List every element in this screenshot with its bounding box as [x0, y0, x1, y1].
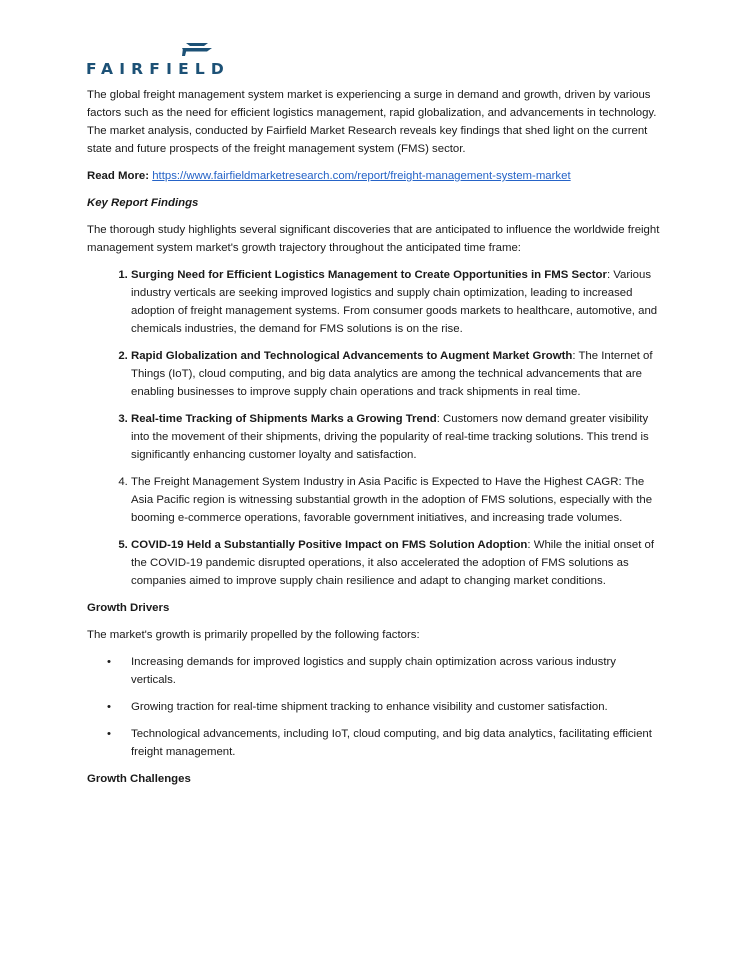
finding-body: : While the initial onset of the COVID-19 pandemic disrupted operations, it also accelerated the adoption of FMS solutions as companies aimed to improve supply chain resilience and adapt to changing market conditions.: [131, 539, 655, 587]
driver-text: Technological advancements, including IoT, cloud computing, and big data analytics, facilitating efficient freight management.: [131, 728, 652, 758]
finding-body: : The Internet of Things (IoT), cloud computing, and big data analytics are among the technical advancements that are enabling businesses to improve supply chain operations and track shipments in real time.: [131, 350, 653, 398]
key-findings-intro: The thorough study highlights several significant discoveries that are anticipated to influence the worldwide freight management system market's growth trajectory throughout the anticipated time frame:: [87, 224, 660, 254]
finding-item: [131, 266, 662, 338]
finding-body: : Customers now demand greater visibility into the movement of their shipments, driving the popularity of real-time tracking solutions. This trend is significantly enhancing customer loyalty and satisfaction.: [131, 413, 649, 461]
read-more: [87, 167, 662, 185]
logo-wing-icon: [86, 40, 278, 62]
growth-challenges-heading: Growth Challenges: [87, 773, 191, 785]
read-more-link[interactable]: https://www.fairfieldmarketresearch.com/report/freight-management-system-market: [152, 170, 571, 182]
finding-title: Surging Need for Efficient Logistics Management to Create Opportunities in FMS Sector: [131, 269, 607, 281]
driver-item: [107, 653, 662, 689]
driver-item: [107, 725, 662, 761]
growth-drivers-heading: Growth Drivers: [87, 602, 170, 614]
finding-body: The Freight Management System Industry in Asia Pacific is Expected to Have the Highest CAGR: The Asia Pacific region is witnessing substantial growth in the adoption of FMS solutions, especially with the booming e-commerce operations, favorable government initiatives, and increasing trade volumes.: [131, 476, 653, 524]
finding-title: Real-time Tracking of Shipments Marks a Growing Trend: [131, 413, 437, 425]
finding-item: [131, 347, 662, 401]
intro-paragraph: The global freight management system market is experiencing a surge in demand and growth, driven by various factors such as the need for efficient logistics management, rapid globalization, and advancements in technology. The market analysis, conducted by Fairfield Market Research reveals key findings that shed light on the current state and future prospects of the freight management system (FMS) sector.: [87, 89, 657, 155]
finding-title: Rapid Globalization and Technological Advancements to Augment Market Growth: [131, 350, 573, 362]
driver-text: Increasing demands for improved logistics and supply chain optimization across various industry verticals.: [131, 656, 616, 686]
key-findings-heading: Key Report Findings: [87, 197, 199, 209]
finding-body: : Various industry verticals are seeking improved logistics and supply chain optimization, leading to increased adoption of freight management systems. From consumer goods markets to healthcare, automotive, and chemicals industries, the demand for FMS solutions is on the rise.: [131, 269, 658, 335]
growth-drivers-list: [87, 653, 662, 761]
growth-drivers-intro: The market's growth is primarily propelled by the following factors:: [87, 629, 420, 641]
document-body: [87, 86, 662, 797]
finding-item: [131, 473, 662, 527]
finding-item: [131, 536, 662, 590]
key-findings-list: [87, 266, 662, 590]
read-more-label: Read More:: [87, 170, 150, 182]
logo-text: FAIRFIELD: [86, 60, 230, 78]
driver-text: Growing traction for real-time shipment tracking to enhance visibility and customer satisfaction.: [131, 701, 608, 713]
finding-item: [131, 410, 662, 464]
bullet-icon: •: [107, 701, 111, 713]
fairfield-logo: [86, 40, 278, 76]
driver-item: [107, 698, 662, 716]
bullet-icon: •: [107, 656, 111, 668]
bullet-icon: •: [107, 728, 111, 740]
finding-title: COVID-19 Held a Substantially Positive Impact on FMS Solution Adoption: [131, 539, 528, 551]
